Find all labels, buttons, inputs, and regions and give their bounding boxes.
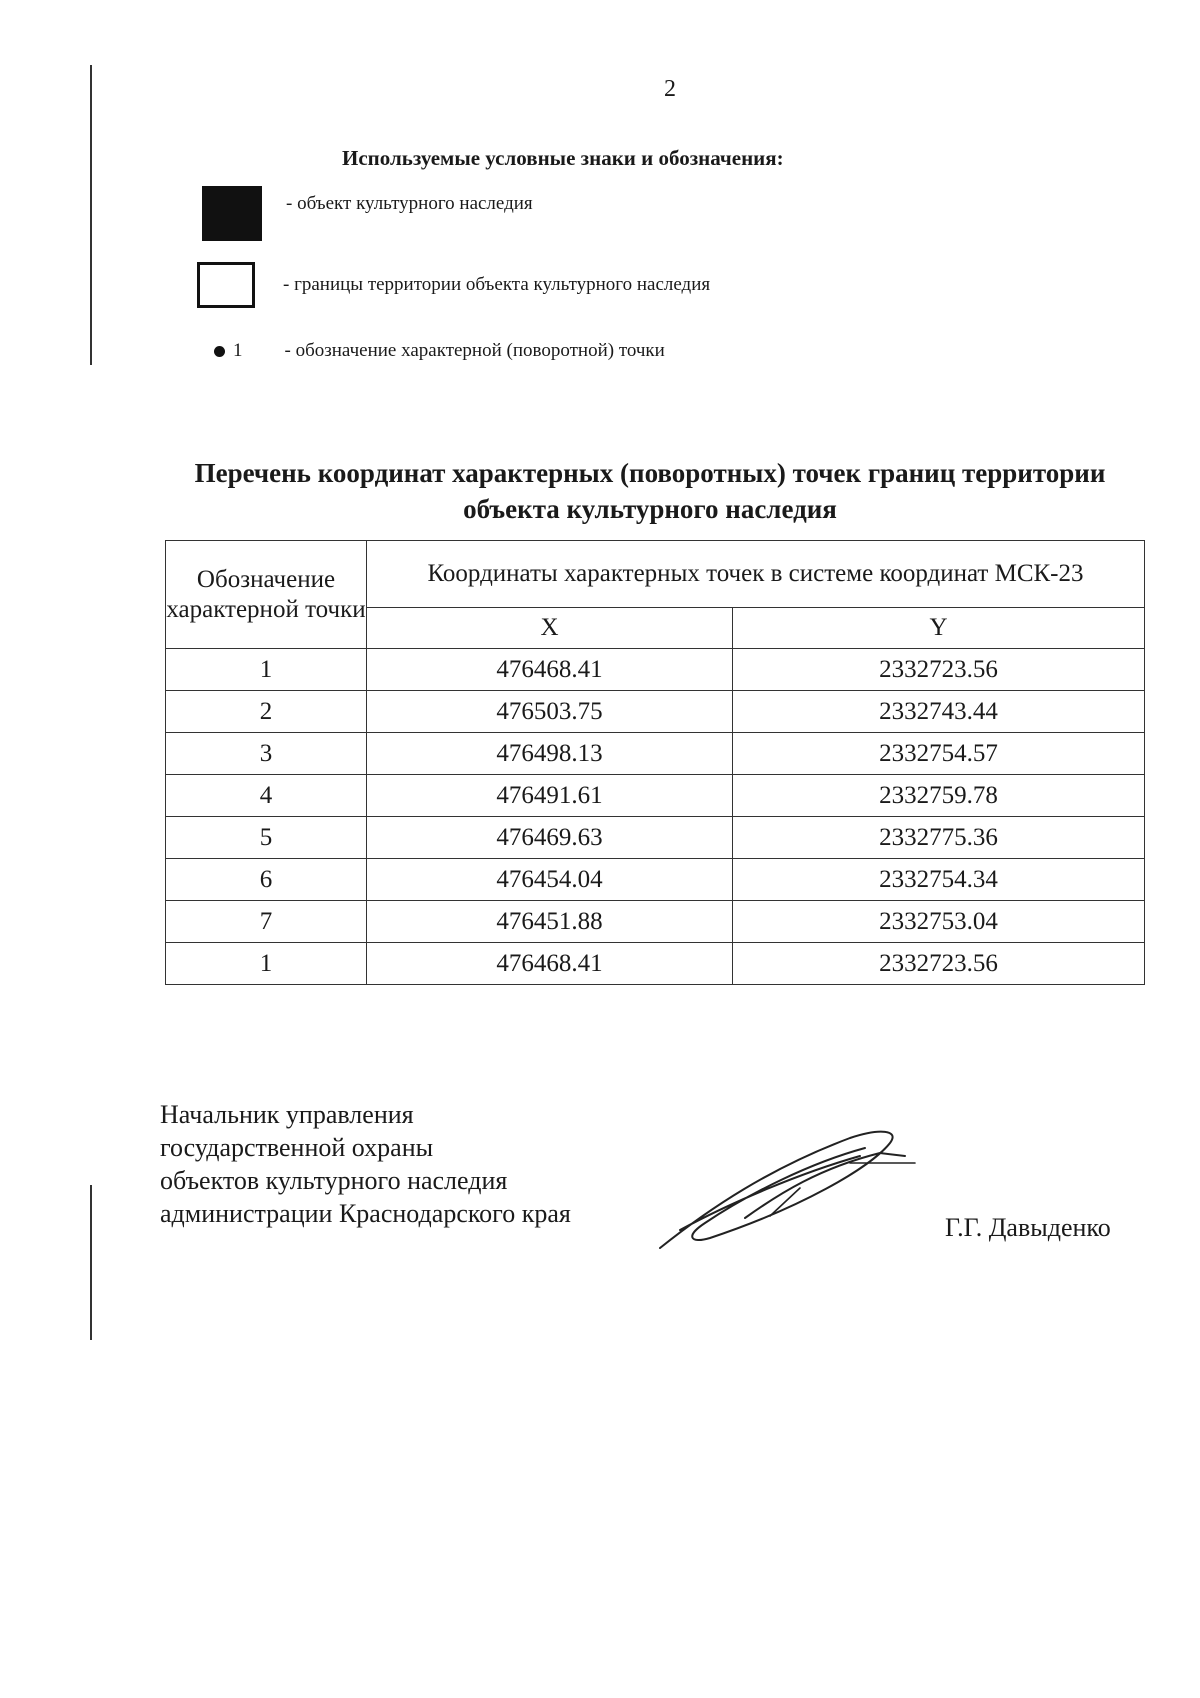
cell-point: 6 (166, 859, 367, 901)
cell-point: 4 (166, 775, 367, 817)
legend-text: - объект культурного наследия (286, 192, 533, 214)
cell-y: 2332759.78 (733, 775, 1145, 817)
legend-text: - границы территории объекта культурного наследия (283, 274, 711, 295)
legend-item-boundary (197, 262, 710, 308)
cell-y: 2332775.36 (733, 817, 1145, 859)
cell-x: 476451.88 (367, 901, 733, 943)
coordinates-table (165, 540, 1145, 985)
cell-y: 2332723.56 (733, 943, 1145, 985)
cell-point: 5 (166, 817, 367, 859)
legend-item-object (202, 186, 533, 241)
list-title: Перечень координат характерных (поворотных) точек границ территории объекта культурного наследия (194, 458, 1106, 524)
outline-square-icon (197, 262, 255, 308)
legend-title: Используемые условные знаки и обозначения: (342, 146, 784, 170)
header-point: Обозначение характерной точки (166, 541, 367, 649)
cell-x: 476498.13 (367, 733, 733, 775)
cell-y: 2332723.56 (733, 649, 1145, 691)
table-row (166, 691, 1145, 733)
cell-y: 2332754.57 (733, 733, 1145, 775)
header-y: Y (733, 608, 1145, 649)
cell-point: 3 (166, 733, 367, 775)
cell-x: 476491.61 (367, 775, 733, 817)
cell-y: 2332754.34 (733, 859, 1145, 901)
position-line: Начальник управления (160, 1100, 414, 1129)
point-marker-label: 1 (233, 340, 243, 361)
margin-line-bottom (90, 1185, 92, 1340)
cell-y: 2332753.04 (733, 901, 1145, 943)
signatory-position (160, 1098, 571, 1230)
cell-point: 1 (166, 649, 367, 691)
legend-item-point (214, 340, 665, 362)
table-row (166, 943, 1145, 985)
position-line: государственной охраны (160, 1133, 434, 1162)
table-row (166, 775, 1145, 817)
header-coords: Координаты характерных точек в системе координат МСК-23 (367, 541, 1145, 608)
cell-point: 1 (166, 943, 367, 985)
table-row (166, 817, 1145, 859)
point-marker (214, 340, 243, 362)
legend-text: - обозначение характерной (поворотной) точки (284, 340, 665, 361)
position-line: объектов культурного наследия (160, 1166, 508, 1195)
cell-x: 476454.04 (367, 859, 733, 901)
table-row (166, 733, 1145, 775)
table-row (166, 901, 1145, 943)
margin-line-top (90, 65, 92, 365)
dot-icon (214, 346, 225, 357)
page-number: 2 (664, 76, 676, 102)
filled-square-icon (202, 186, 262, 241)
cell-y: 2332743.44 (733, 691, 1145, 733)
cell-x: 476503.75 (367, 691, 733, 733)
cell-point: 2 (166, 691, 367, 733)
header-x: X (367, 608, 733, 649)
table-row (166, 649, 1145, 691)
handwritten-signature (650, 1118, 920, 1258)
cell-x: 476468.41 (367, 943, 733, 985)
cell-x: 476469.63 (367, 817, 733, 859)
signatory-name: Г.Г. Давыденко (945, 1213, 1111, 1242)
cell-x: 476468.41 (367, 649, 733, 691)
position-line: администрации Краснодарского края (160, 1199, 571, 1228)
cell-point: 7 (166, 901, 367, 943)
table-row (166, 859, 1145, 901)
